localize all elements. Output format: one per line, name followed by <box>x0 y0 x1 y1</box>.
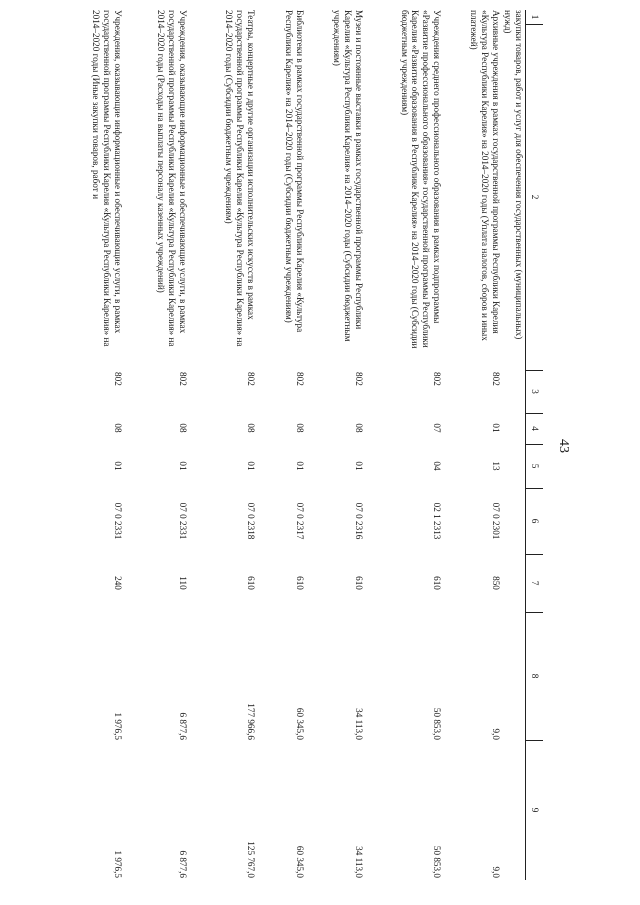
row-amount-total: 50 853,0 <box>432 845 442 878</box>
row-section: 08 <box>178 423 188 433</box>
header-col-1: 1 <box>530 14 540 20</box>
row-section: 07 <box>432 423 442 433</box>
row-expense-type: 850 <box>491 576 501 590</box>
table-header-row <box>525 10 543 880</box>
row-target-article: 07 0 2331 <box>113 502 123 540</box>
row-name: Музеи и постоянные выставки в рамках государственной программы Республики Карелия «Культура Республики Карелия» на 2014–2020 годы (Субсидии бюджетным учреждениям) <box>332 10 364 342</box>
header-col-2: 2 <box>530 194 540 200</box>
page-number: 43 <box>556 439 571 453</box>
row-expense-type: 610 <box>246 576 256 590</box>
row-name: Театры, концертные и другие организации исполнительских искусств в рамках государственной программы Республики Карелия «Культура Республики Карелия» на 2014–2020 годы (Субсидии бюджетным учреждениям) <box>224 10 256 347</box>
row-amount-total: 34 113,0 <box>354 846 364 878</box>
row-name: Архивные учреждения в рамках государственной программы Республики Карелия «Культура Республики Карелия» на 2014–2020 годы (Уплата налогов, сборов и иных платежей) <box>469 10 501 341</box>
header-col-8: 8 <box>530 673 540 679</box>
row-section: 08 <box>113 423 123 433</box>
row-amount: 6 877,6 <box>178 712 188 740</box>
row-subsection: 01 <box>113 461 123 471</box>
row-amount: 60 345,0 <box>295 707 305 740</box>
row-target-article: 02 1 2313 <box>432 502 442 540</box>
header-col-5: 5 <box>530 463 540 469</box>
row-amount: 1 976,5 <box>113 712 123 740</box>
row-admin-code: 802 <box>113 372 123 386</box>
row-admin-code: 802 <box>246 372 256 386</box>
row-name: Учреждения, оказывающие информационные и обеспечивающие услуги, в рамках государственной программы Республики Карелия «Культура Республики Карелия» на 2014–2020 годы (Иные закупки товаров, работ и <box>91 10 123 347</box>
header-col-4: 4 <box>530 426 540 431</box>
row-name: Библиотеки в рамках государственной программы Республики Карелия «Культура Республики Карелия» на 2014–2020 годы (Субсидии бюджетным учреждениям) <box>284 10 305 333</box>
row-expense-type: 610 <box>354 576 364 590</box>
row-expense-type: 610 <box>432 576 442 590</box>
budget-table <box>62 10 543 880</box>
row-expense-type: 110 <box>178 576 188 590</box>
header-col-6: 6 <box>530 518 540 524</box>
row-subsection: 01 <box>354 461 364 471</box>
row-section: 08 <box>354 423 364 433</box>
row-subsection: 01 <box>295 461 305 471</box>
row-admin-code: 802 <box>295 372 305 386</box>
row-target-article: 07 0 2331 <box>178 502 188 540</box>
row-section: 01 <box>491 423 501 433</box>
row-amount: 34 113,0 <box>354 708 364 740</box>
row-name: Учреждения среднего профессионального образования в рамках подпрограммы «Развитие профессионального образования» государственной программы Республики Карелия «Развитие образования в Республике Карелия» на 2014–2020 годы (Субсидии бюджетным учреждениям) <box>399 10 442 349</box>
row-name: закупки товаров, работ и услуг для обеспечения государственных (муниципальных) нужд) <box>503 10 524 340</box>
row-admin-code: 802 <box>491 372 501 386</box>
row-amount-total: 125 767,0 <box>246 841 256 878</box>
row-section: 08 <box>295 423 305 433</box>
row-amount-total: 1 976,5 <box>113 850 123 878</box>
row-section: 08 <box>246 423 256 433</box>
row-subsection: 01 <box>178 461 188 471</box>
row-admin-code: 802 <box>432 372 442 386</box>
header-col-7: 7 <box>530 580 540 586</box>
row-name: Учреждения, оказывающие информационные и обеспечивающие услуги, в рамках государственной программы Республики Карелия «Культура Республики Карелия» на 2014–2020 годы (Расходы на выплаты персоналу казенных учреждений) <box>156 10 188 347</box>
row-subsection: 13 <box>491 461 501 471</box>
row-target-article: 07 0 2317 <box>295 502 305 540</box>
row-amount-total: 9,0 <box>491 866 501 878</box>
row-admin-code: 802 <box>354 372 364 386</box>
header-col-9: 9 <box>530 807 540 813</box>
row-amount-total: 6 877,6 <box>178 850 188 878</box>
row-amount-total: 60 345,0 <box>295 845 305 878</box>
row-amount: 50 853,0 <box>432 707 442 740</box>
row-target-article: 07 0 2301 <box>491 502 501 540</box>
row-expense-type: 240 <box>113 576 123 590</box>
row-subsection: 01 <box>246 461 256 471</box>
header-col-3: 3 <box>530 389 540 394</box>
row-target-article: 07 0 2316 <box>354 502 364 540</box>
row-amount: 177 966,6 <box>246 703 256 740</box>
row-subsection: 04 <box>432 461 442 471</box>
row-expense-type: 610 <box>295 576 305 590</box>
row-target-article: 07 0 2318 <box>246 502 256 540</box>
row-amount: 9,0 <box>491 728 501 740</box>
row-admin-code: 802 <box>178 372 188 386</box>
